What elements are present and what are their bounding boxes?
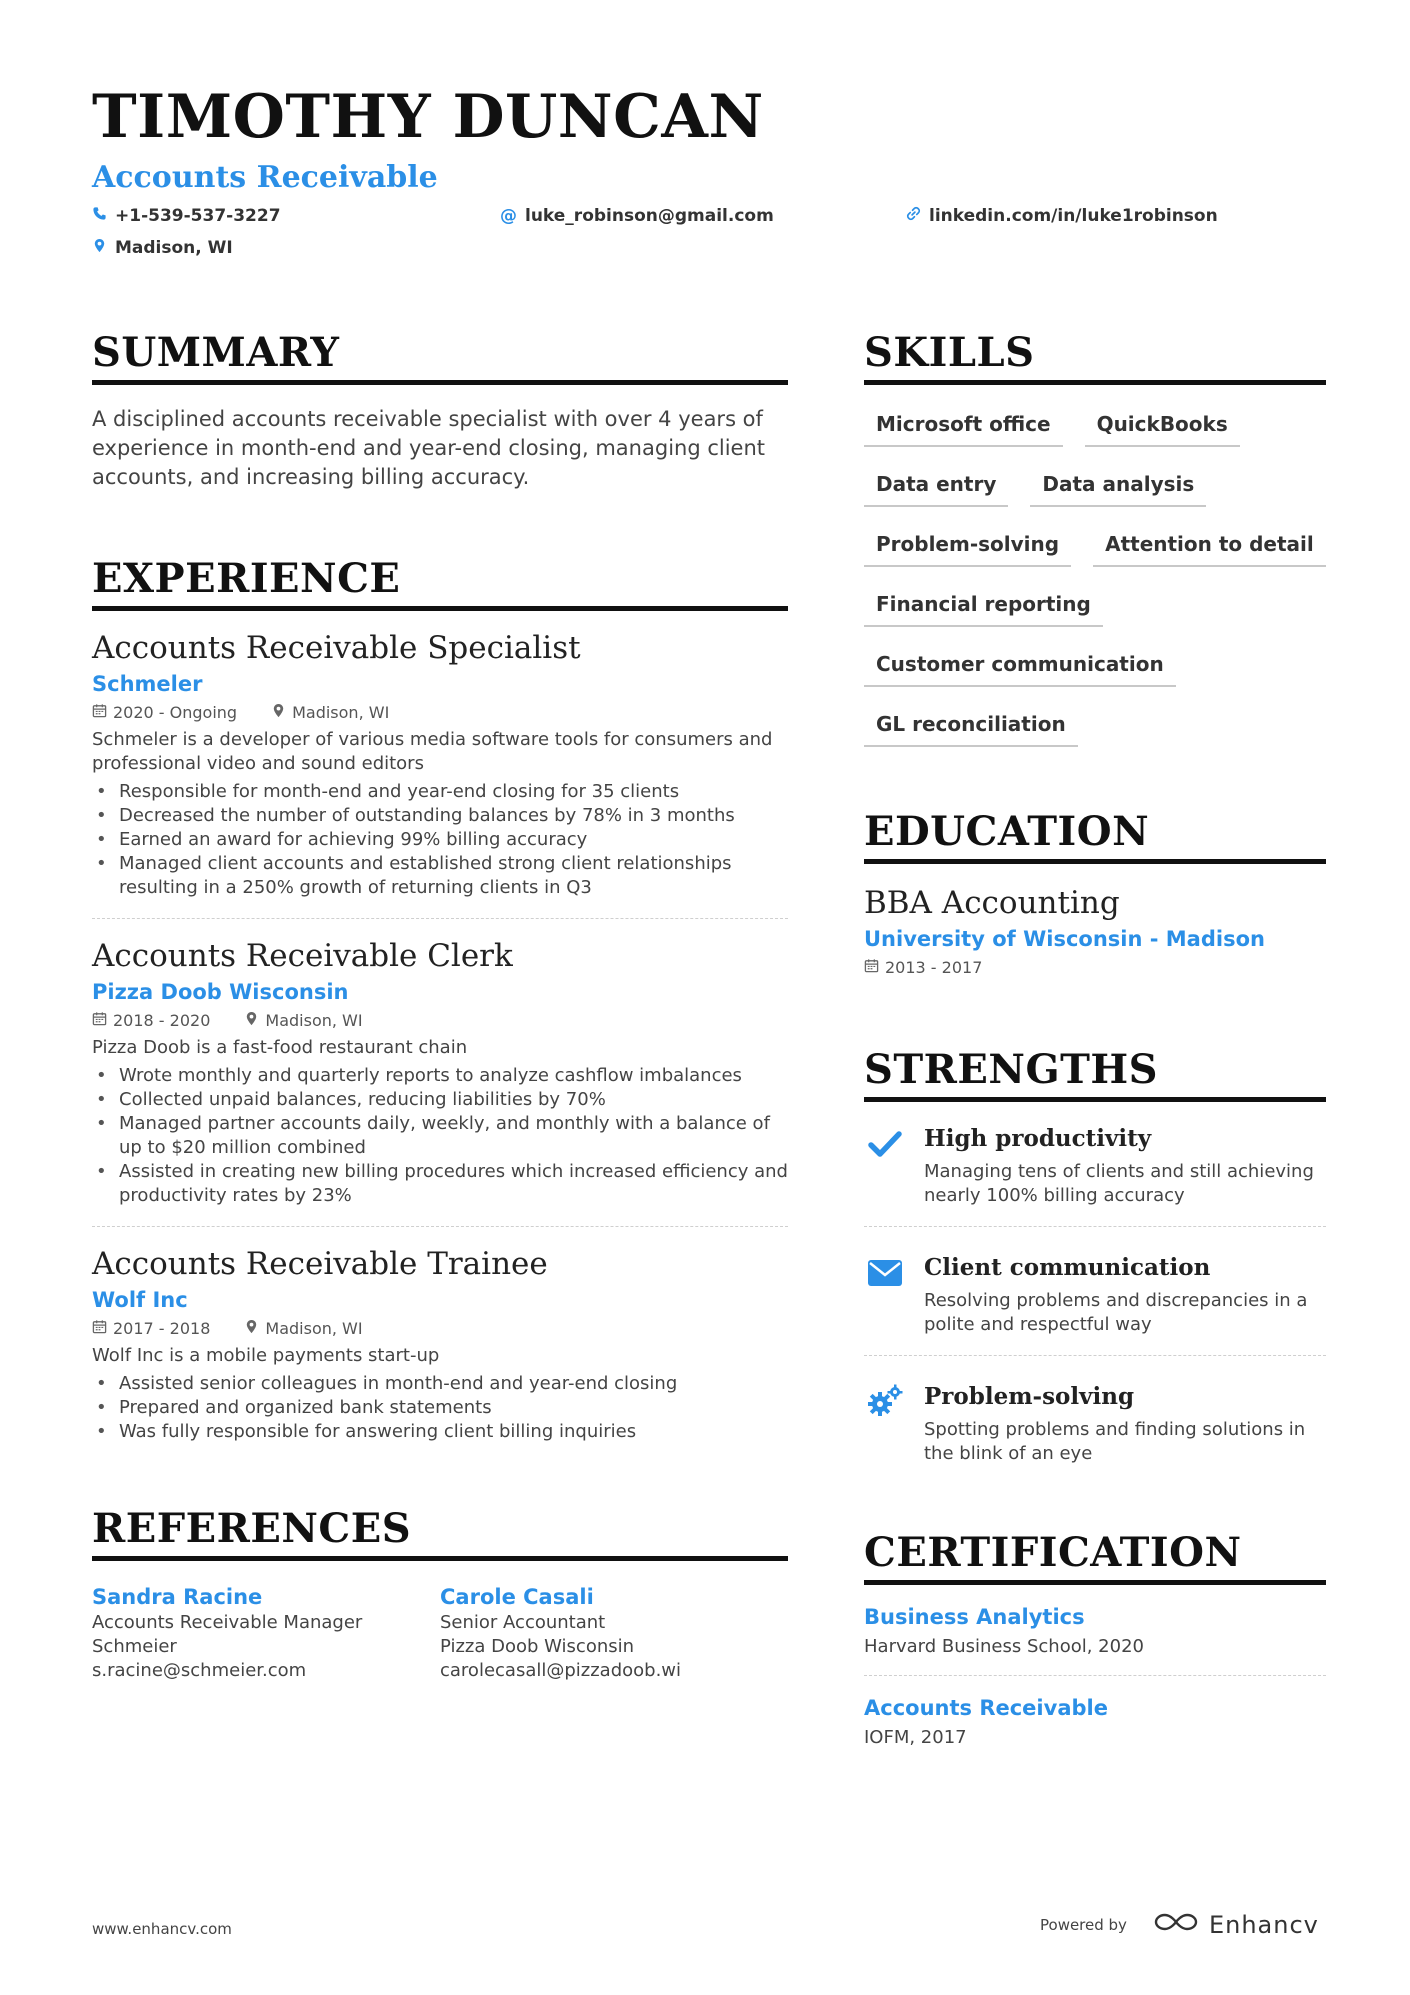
strength-description: Managing tens of clients and still achieving nearly 100% billing accuracy — [924, 1161, 1314, 1206]
reference-company: Schmeier — [92, 1636, 177, 1657]
summary-section — [92, 330, 788, 492]
brand-name: Enhancv — [1208, 1911, 1319, 1939]
job-bullet: • Was fully responsible for answering client billing inquiries — [92, 1420, 788, 1444]
footer-website[interactable]: www.enhancv.com — [92, 1920, 232, 1938]
location-text: Madison, WI — [115, 238, 233, 258]
job-location-text: Madison, WI — [265, 1011, 363, 1030]
references-heading: REFERENCES — [92, 1506, 788, 1561]
experience-section — [92, 556, 788, 1462]
linkedin-text[interactable]: linkedin.com/in/luke1robinson — [929, 206, 1218, 226]
education-meta — [864, 958, 1326, 977]
left-column — [92, 330, 788, 1683]
contact-location — [92, 238, 233, 258]
job-description: Wolf Inc is a mobile payments start-up — [92, 1345, 440, 1366]
skill-tag: Attention to detail — [1093, 529, 1326, 567]
education-dates — [864, 958, 982, 977]
job-location-text: Madison, WI — [292, 703, 390, 722]
education-degree: BBA Accounting — [864, 885, 1120, 921]
job-dates-text: 2020 - Ongoing — [113, 703, 238, 722]
right-column — [864, 330, 1326, 1766]
strength-title: High productivity — [924, 1125, 1152, 1152]
link-icon — [906, 206, 921, 226]
job-description: Schmeler is a developer of various media software tools for consumers and professional video and sound editors — [92, 729, 773, 774]
contact-email — [500, 206, 774, 226]
reference-email[interactable]: s.racine@schmeier.com — [92, 1660, 307, 1681]
strength-description: Spotting problems and finding solutions in the blink of an eye — [924, 1419, 1306, 1464]
skill-tag: Data entry — [864, 469, 1008, 507]
education-section — [864, 809, 1326, 977]
skills-list — [864, 409, 1326, 747]
calendar-icon — [92, 1319, 107, 1338]
certification-section — [864, 1530, 1326, 1766]
certification-entry — [864, 1585, 1326, 1676]
strength-entry — [864, 1356, 1326, 1484]
reference-role: Accounts Receivable Manager — [92, 1612, 363, 1633]
references-section — [92, 1506, 788, 1683]
strength-title: Problem-solving — [924, 1383, 1135, 1410]
reference-company: Pizza Doob Wisconsin — [440, 1636, 635, 1657]
job-dates — [92, 703, 237, 722]
strength-description: Resolving problems and discrepancies in a polite and respectful way — [924, 1290, 1308, 1335]
skills-section — [864, 330, 1326, 747]
education-heading: EDUCATION — [864, 809, 1326, 864]
strengths-section — [864, 1047, 1326, 1484]
reference-email[interactable]: carolecasall@pizzadoob.wi — [440, 1660, 682, 1681]
phone-icon — [92, 206, 107, 226]
certification-org: IOFM, 2017 — [864, 1727, 967, 1748]
reference-name: Carole Casali — [440, 1585, 594, 1609]
skills-heading: SKILLS — [864, 330, 1326, 385]
strength-entry — [864, 1102, 1326, 1227]
job-bullet: • Collected unpaid balances, reducing liabilities by 70% — [92, 1088, 788, 1112]
summary-text: A disciplined accounts receivable specialist with over 4 years of experience in month-end and year-end closing, managing client accounts, and increasing billing accuracy. — [92, 407, 766, 489]
job-bullet: • Decreased the number of outstanding balances by 78% in 3 months — [92, 804, 788, 828]
skill-tag: Customer communication — [864, 649, 1176, 687]
gears-icon — [864, 1382, 906, 1466]
education-dates-text: 2013 - 2017 — [885, 958, 983, 977]
reference-name: Sandra Racine — [92, 1585, 263, 1609]
job-title: Accounts Receivable Trainee — [92, 1246, 548, 1282]
job-company: Pizza Doob Wisconsin — [92, 980, 349, 1004]
strengths-heading: STRENGTHS — [864, 1047, 1326, 1102]
job-bullet: • Earned an award for achieving 99% billing accuracy — [92, 828, 788, 852]
contact-phone — [92, 206, 281, 226]
summary-heading: SUMMARY — [92, 330, 788, 385]
job-bullet: • Assisted in creating new billing procedures which increased efficiency and productivity rates by 23% — [92, 1160, 788, 1208]
job-dates — [92, 1319, 210, 1338]
calendar-icon — [92, 703, 107, 722]
certification-heading: CERTIFICATION — [864, 1530, 1326, 1585]
job-bullet: • Prepared and organized bank statements — [92, 1396, 788, 1420]
job-company: Schmeler — [92, 672, 203, 696]
footer-powered-by — [1040, 1910, 1319, 1940]
certification-name: Accounts Receivable — [864, 1696, 1108, 1720]
calendar-icon — [92, 1011, 107, 1030]
job-bullet: • Managed partner accounts daily, weekly, and monthly with a balance of up to $20 million combined — [92, 1112, 788, 1160]
job-location — [271, 703, 389, 722]
strength-entry — [864, 1227, 1326, 1356]
skill-tag: Problem-solving — [864, 529, 1071, 567]
job-location — [244, 1319, 362, 1338]
reference-role: Senior Accountant — [440, 1612, 606, 1633]
at-icon: @ — [500, 206, 517, 226]
skill-tag: QuickBooks — [1085, 409, 1240, 447]
job-description: Pizza Doob is a fast-food restaurant chain — [92, 1037, 468, 1058]
skill-tag: Microsoft office — [864, 409, 1063, 447]
strength-title: Client communication — [924, 1254, 1211, 1281]
skill-tag: Data analysis — [1030, 469, 1206, 507]
candidate-title: Accounts Receivable — [92, 160, 438, 195]
brand-logo[interactable] — [1153, 1910, 1319, 1940]
job-entry — [92, 937, 788, 1227]
skill-tag: Financial reporting — [864, 589, 1103, 627]
job-bullets — [92, 780, 788, 900]
job-location-text: Madison, WI — [265, 1319, 363, 1338]
job-bullets — [92, 1372, 788, 1444]
location-pin-icon — [244, 1319, 259, 1338]
job-bullet: • Wrote monthly and quarterly reports to analyze cashflow imbalances — [92, 1064, 788, 1088]
envelope-icon — [864, 1253, 906, 1337]
phone-text[interactable]: +1-539-537-3227 — [115, 206, 281, 226]
certification-org: Harvard Business School, 2020 — [864, 1636, 1144, 1657]
job-meta — [92, 703, 788, 722]
certification-entry — [864, 1676, 1326, 1766]
location-pin-icon — [92, 238, 107, 258]
references-list — [92, 1583, 788, 1683]
location-pin-icon — [244, 1011, 259, 1030]
contact-linkedin — [906, 206, 1218, 226]
job-dates-text: 2017 - 2018 — [113, 1319, 211, 1338]
job-meta — [92, 1011, 788, 1030]
job-title: Accounts Receivable Clerk — [92, 938, 513, 974]
job-company: Wolf Inc — [92, 1288, 188, 1312]
job-meta — [92, 1319, 788, 1338]
reference-entry — [440, 1583, 788, 1683]
experience-heading: EXPERIENCE — [92, 556, 788, 611]
job-title: Accounts Receivable Specialist — [92, 630, 581, 666]
education-school: University of Wisconsin - Madison — [864, 927, 1265, 951]
infinity-logo-icon — [1153, 1910, 1199, 1940]
job-entry — [92, 629, 788, 919]
powered-by-label: Powered by — [1040, 1916, 1127, 1934]
skill-tag: GL reconciliation — [864, 709, 1078, 747]
job-bullet: • Responsible for month-end and year-end closing for 35 clients — [92, 780, 788, 804]
job-entry — [92, 1245, 788, 1462]
email-text[interactable]: luke_robinson@gmail.com — [525, 206, 774, 226]
job-location — [244, 1011, 362, 1030]
location-pin-icon — [271, 703, 286, 722]
job-bullet: • Assisted senior colleagues in month-end and year-end closing — [92, 1372, 788, 1396]
candidate-name: TIMOTHY DUNCAN — [92, 82, 764, 152]
certification-name: Business Analytics — [864, 1605, 1085, 1629]
job-dates — [92, 1011, 210, 1030]
job-bullets — [92, 1064, 788, 1208]
calendar-icon — [864, 958, 879, 977]
checkmark-icon — [864, 1124, 906, 1208]
job-dates-text: 2018 - 2020 — [113, 1011, 211, 1030]
job-bullet: • Managed client accounts and established strong client relationships resulting in a 250% growth of returning clients in Q3 — [92, 852, 788, 900]
reference-entry — [92, 1583, 440, 1683]
